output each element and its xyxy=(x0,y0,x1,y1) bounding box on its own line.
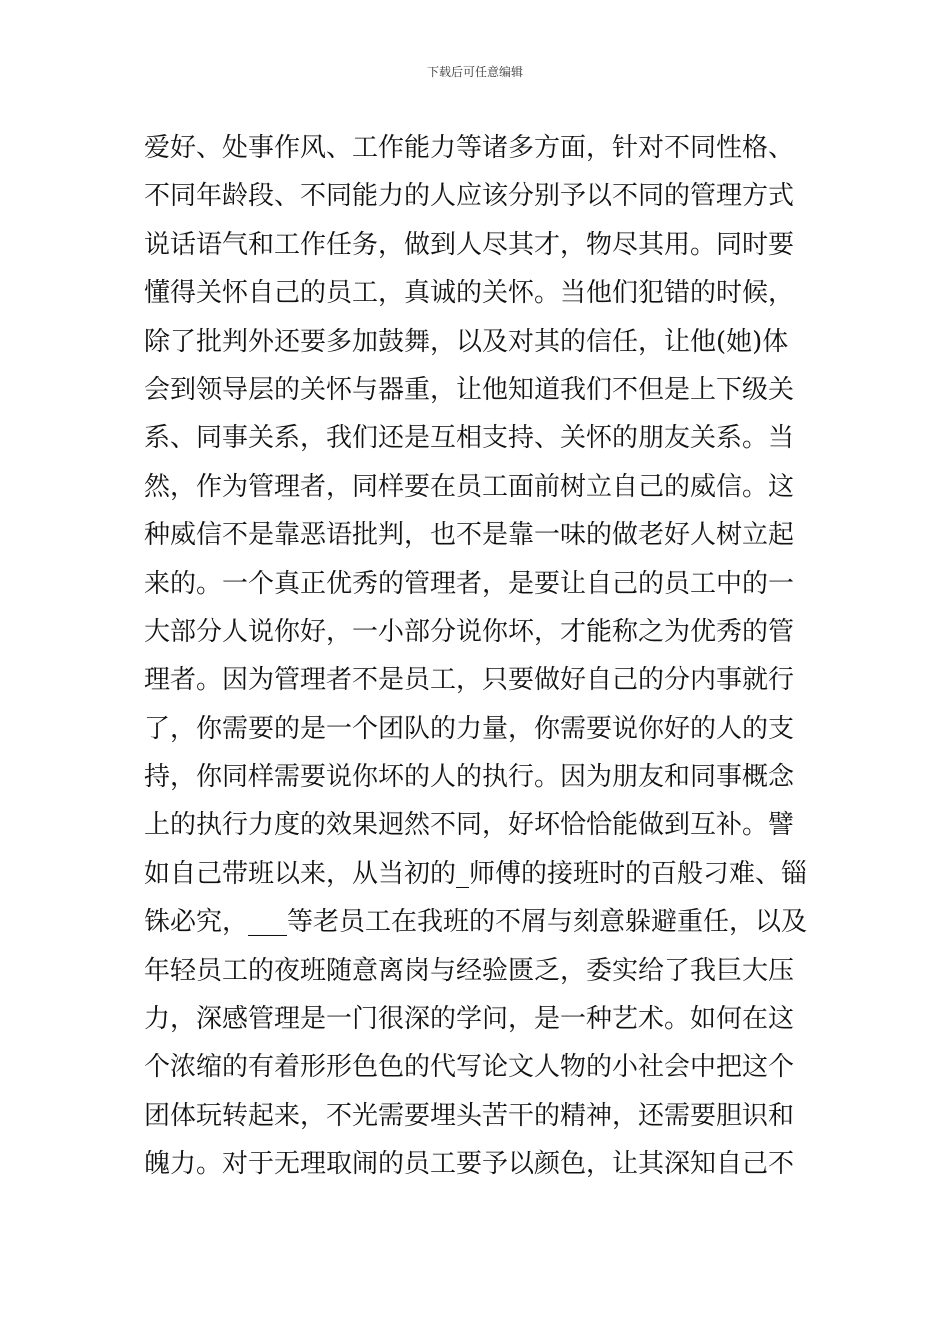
text-line: 爱好、处事作风、工作能力等诸多方面，针对不同性格、 xyxy=(144,133,795,163)
text-line: 魄力。对于无理取闹的员工要予以颜色，让其深知自己不 xyxy=(144,1149,795,1180)
text-line: 力，深感管理是一门很深的学问，是一种艺术。如何在这 xyxy=(144,1004,795,1035)
text-line: 除了批判外还要多加鼓舞，以及对其的信任，让他(她)体 xyxy=(144,326,789,357)
text-line: 持，你同样需要说你坏的人的执行。因为朋友和同事概念 xyxy=(144,762,795,793)
text-line: 然，作为管理者，同样要在员工面前树立自己的威信。这 xyxy=(144,471,795,502)
text-line: 来的。一个真正优秀的管理者，是要让自己的员工中的一 xyxy=(144,568,795,599)
text-line: 个浓缩的有着形形色色的代写论文人物的小社会中把这个 xyxy=(144,1052,795,1083)
text-line: 年轻员工的夜班随意离岗与经验匮乏，委实给了我巨大压 xyxy=(144,955,795,986)
text-line: 大部分人说你好，一小部分说你坏，才能称之为优秀的管 xyxy=(144,616,795,647)
text-line: 如自己带班以来，从当初的_师傅的接班时的百般刁难、锱 xyxy=(144,858,808,889)
body-paragraph xyxy=(144,124,824,1189)
text-line: 上的执行力度的效果迥然不同，好坏恰恰能做到互补。譬 xyxy=(144,810,795,841)
text-line: 铢必究，___等老员工在我班的不屑与刻意躲避重任，以及 xyxy=(144,907,808,938)
text-line: 懂得关怀自己的员工，真诚的关怀。当他们犯错的时候， xyxy=(144,278,795,309)
text-line: 会到领导层的关怀与器重，让他知道我们不但是上下级关 xyxy=(144,374,795,405)
page-header: 下载后可任意编辑 xyxy=(426,65,523,79)
text-line: 不同年龄段、不同能力的人应该分别予以不同的管理方式 xyxy=(144,181,795,212)
text-line: 团体玩转起来，不光需要埋头苦干的精神，还需要胆识和 xyxy=(144,1100,795,1131)
text-line: 说话语气和工作任务，做到人尽其才，物尽其用。同时要 xyxy=(144,229,795,260)
text-line: 理者。因为管理者不是员工，只要做好自己的分内事就行 xyxy=(144,665,795,696)
text-line: 了，你需要的是一个团队的力量，你需要说你好的人的支 xyxy=(144,713,795,744)
text-line: 种威信不是靠恶语批判，也不是靠一味的做老好人树立起 xyxy=(144,520,795,551)
text-line: 系、同事关系，我们还是互相支持、关怀的朋友关系。当 xyxy=(144,423,795,454)
